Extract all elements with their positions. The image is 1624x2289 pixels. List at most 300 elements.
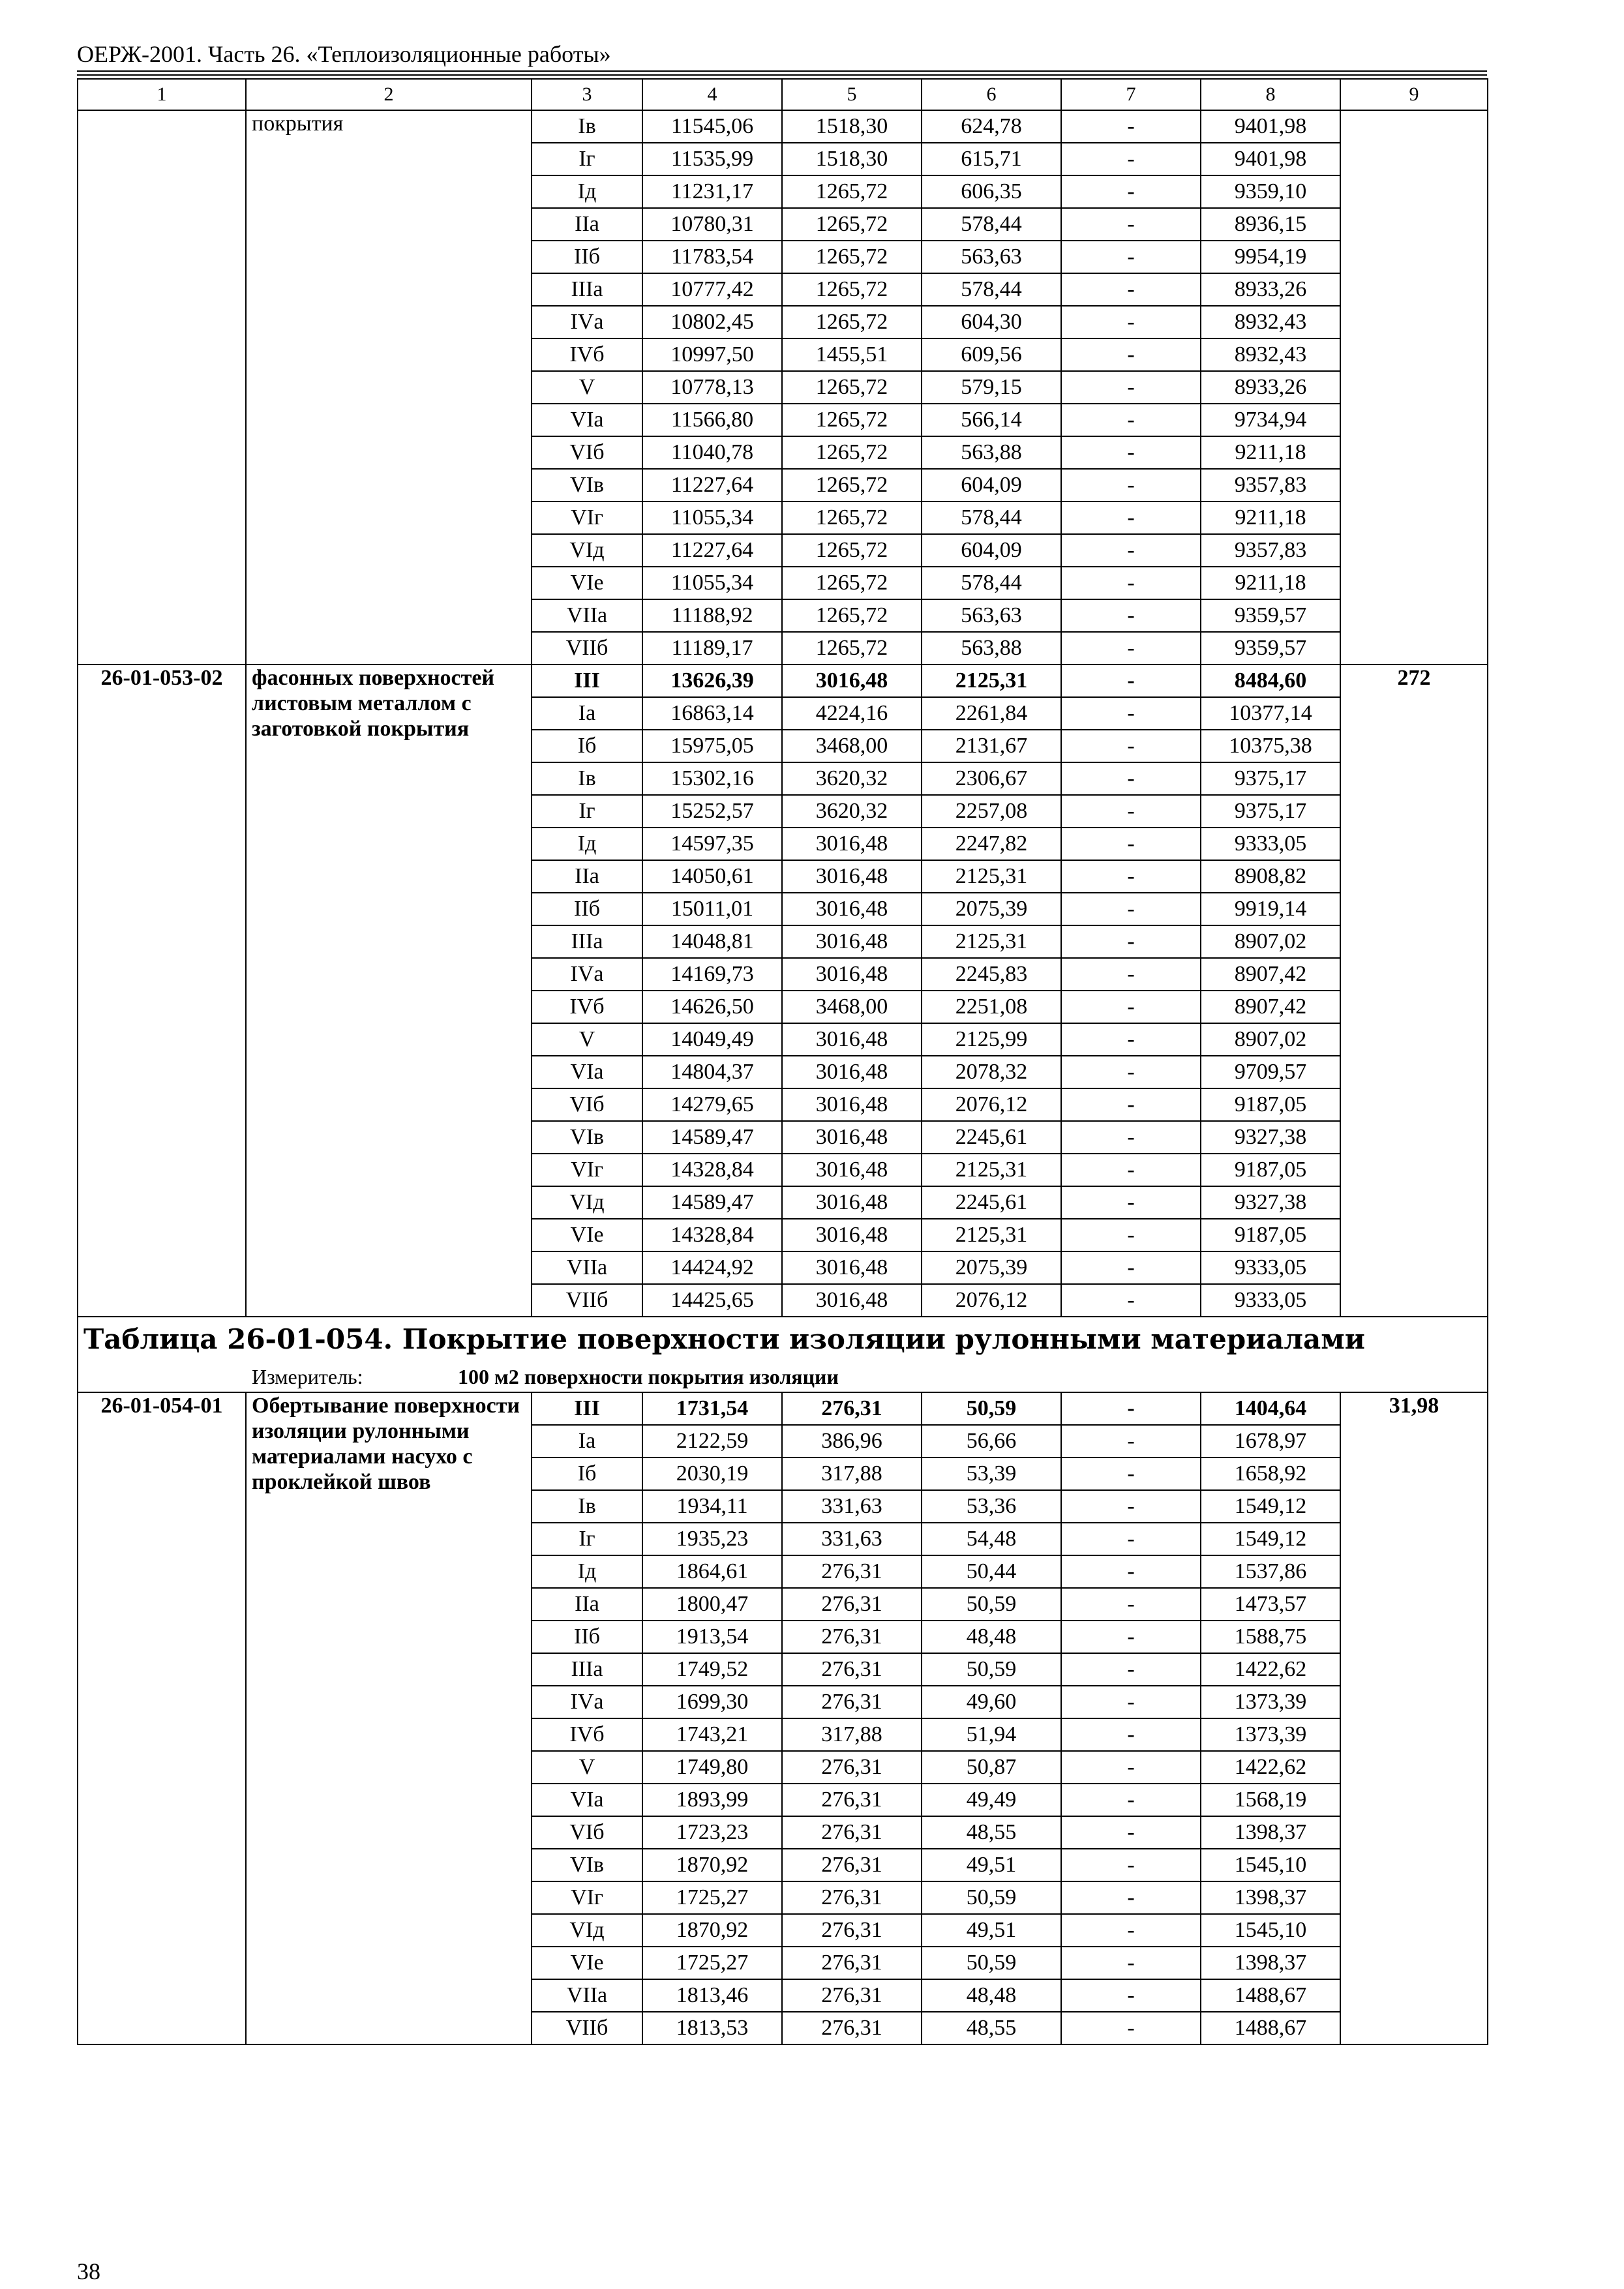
value-cell: 563,63	[922, 599, 1061, 632]
zone-code: IIIа	[532, 1653, 642, 1686]
value-cell: 50,59	[922, 1588, 1061, 1621]
value-cell: 8908,82	[1201, 860, 1340, 893]
column-number: 2	[246, 79, 532, 110]
value-cell: 2125,31	[922, 925, 1061, 958]
zone-code: Iг	[532, 1523, 642, 1555]
table-title-cell	[78, 1317, 1488, 1362]
value-cell: 1699,30	[642, 1686, 782, 1718]
value-cell: 1725,27	[642, 1947, 782, 1979]
value-cell: 276,31	[782, 1784, 922, 1816]
value-cell: 10780,31	[642, 208, 782, 241]
zone-code: IVб	[532, 991, 642, 1023]
zone-code: IIIа	[532, 925, 642, 958]
value-cell: 276,31	[782, 1816, 922, 1849]
value-cell: 1800,47	[642, 1588, 782, 1621]
zone-code: V	[532, 371, 642, 404]
zone-code: Iв	[532, 1490, 642, 1523]
value-cell: 604,09	[922, 534, 1061, 567]
value-cell: 14279,65	[642, 1088, 782, 1121]
value-cell: -	[1061, 273, 1201, 306]
value-cell: 1265,72	[782, 273, 922, 306]
zone-code: IIб	[532, 893, 642, 925]
value-cell: 276,31	[782, 1881, 922, 1914]
value-cell: 1265,72	[782, 306, 922, 338]
value-cell: 9375,17	[1201, 762, 1340, 795]
zone-code: IIа	[532, 1588, 642, 1621]
value-cell: -	[1061, 1686, 1201, 1718]
value-cell: 3016,48	[782, 828, 922, 860]
value-cell: 9709,57	[1201, 1056, 1340, 1088]
value-cell: 9734,94	[1201, 404, 1340, 436]
value-cell: -	[1061, 860, 1201, 893]
value-cell: 317,88	[782, 1458, 922, 1490]
zone-code: V	[532, 1023, 642, 1056]
value-cell: 53,36	[922, 1490, 1061, 1523]
value-cell: -	[1061, 469, 1201, 501]
value-cell: 3016,48	[782, 665, 922, 697]
value-cell: 386,96	[782, 1425, 922, 1458]
value-cell: -	[1061, 1718, 1201, 1751]
value-cell: 9401,98	[1201, 143, 1340, 175]
value-cell: 1265,72	[782, 469, 922, 501]
zone-code: VIг	[532, 1154, 642, 1186]
value-cell: 9327,38	[1201, 1121, 1340, 1154]
value-cell: 11783,54	[642, 241, 782, 273]
value-cell: 578,44	[922, 501, 1061, 534]
value-cell: 1265,72	[782, 534, 922, 567]
value-cell: -	[1061, 143, 1201, 175]
zone-code: VIд	[532, 534, 642, 567]
value-cell: -	[1061, 1284, 1201, 1317]
value-cell: -	[1061, 1251, 1201, 1284]
value-cell: 1422,62	[1201, 1653, 1340, 1686]
zone-code: VIг	[532, 1881, 642, 1914]
value-cell: 1893,99	[642, 1784, 782, 1816]
value-cell: 331,63	[782, 1523, 922, 1555]
value-cell: -	[1061, 925, 1201, 958]
value-cell: 9187,05	[1201, 1154, 1340, 1186]
page-header-title: ОЕРЖ-2001. Часть 26. «Теплоизоляционные работы»	[77, 41, 611, 67]
value-cell: 1935,23	[642, 1523, 782, 1555]
value-cell: 9211,18	[1201, 567, 1340, 599]
value-cell: 8933,26	[1201, 371, 1340, 404]
zone-code: IIб	[532, 241, 642, 273]
zone-code: IIа	[532, 208, 642, 241]
value-cell: 10375,38	[1201, 730, 1340, 762]
value-cell: 1265,72	[782, 175, 922, 208]
value-cell: 1813,53	[642, 2012, 782, 2044]
value-cell: -	[1061, 599, 1201, 632]
value-cell: 14049,49	[642, 1023, 782, 1056]
value-cell: 1731,54	[642, 1392, 782, 1425]
column-number: 9	[1340, 79, 1488, 110]
value-cell: -	[1061, 1751, 1201, 1784]
zone-code: Iв	[532, 762, 642, 795]
column-number: 8	[1201, 79, 1340, 110]
value-cell: 3468,00	[782, 991, 922, 1023]
value-cell: 10377,14	[1201, 697, 1340, 730]
value-cell: -	[1061, 1784, 1201, 1816]
value-cell: -	[1061, 893, 1201, 925]
value-cell: 276,31	[782, 1686, 922, 1718]
zone-code: VIа	[532, 1056, 642, 1088]
value-cell: -	[1061, 241, 1201, 273]
value-cell: 3016,48	[782, 1186, 922, 1219]
value-cell: 15252,57	[642, 795, 782, 828]
value-cell: 48,55	[922, 1816, 1061, 1849]
value-cell: 16863,14	[642, 697, 782, 730]
value-cell: -	[1061, 1219, 1201, 1251]
value-cell: 14328,84	[642, 1154, 782, 1186]
column-number: 5	[782, 79, 922, 110]
value-cell: 8907,42	[1201, 958, 1340, 991]
value-cell: 3016,48	[782, 1088, 922, 1121]
value-cell: 14804,37	[642, 1056, 782, 1088]
value-cell: 276,31	[782, 1979, 922, 2012]
value-cell: 1549,12	[1201, 1490, 1340, 1523]
value-cell: 1265,72	[782, 371, 922, 404]
zone-code: IIа	[532, 860, 642, 893]
value-cell: 331,63	[782, 1490, 922, 1523]
column-number: 7	[1061, 79, 1201, 110]
table-row	[78, 110, 1488, 143]
value-cell: 51,94	[922, 1718, 1061, 1751]
rate-code	[78, 110, 246, 665]
value-cell: 1749,52	[642, 1653, 782, 1686]
value-cell: 624,78	[922, 110, 1061, 143]
value-cell: 276,31	[782, 1555, 922, 1588]
value-cell: 2125,31	[922, 1219, 1061, 1251]
value-cell: -	[1061, 1881, 1201, 1914]
value-cell: 3468,00	[782, 730, 922, 762]
value-cell: -	[1061, 1490, 1201, 1523]
zone-code: Iг	[532, 795, 642, 828]
table-row	[78, 665, 1488, 697]
value-cell: 11055,34	[642, 567, 782, 599]
value-cell: 14626,50	[642, 991, 782, 1023]
value-cell: 3016,48	[782, 1121, 922, 1154]
value-cell: 56,66	[922, 1425, 1061, 1458]
value-cell: 9333,05	[1201, 1251, 1340, 1284]
value-cell: 2125,31	[922, 860, 1061, 893]
value-cell: 14589,47	[642, 1121, 782, 1154]
column-9-value: 31,98	[1340, 1392, 1488, 2044]
column-number: 1	[78, 79, 246, 110]
value-cell: 2125,31	[922, 1154, 1061, 1186]
zone-code: VIв	[532, 1849, 642, 1881]
value-cell: 1864,61	[642, 1555, 782, 1588]
value-cell: -	[1061, 1849, 1201, 1881]
zone-code: V	[532, 1751, 642, 1784]
value-cell: -	[1061, 1425, 1201, 1458]
value-cell: 8932,43	[1201, 306, 1340, 338]
value-cell: 8932,43	[1201, 338, 1340, 371]
value-cell: 9333,05	[1201, 1284, 1340, 1317]
value-cell: 1870,92	[642, 1849, 782, 1881]
value-cell: 615,71	[922, 143, 1061, 175]
value-cell: 3620,32	[782, 762, 922, 795]
value-cell: 11055,34	[642, 501, 782, 534]
value-cell: 2125,99	[922, 1023, 1061, 1056]
value-cell: 2125,31	[922, 665, 1061, 697]
value-cell: 3016,48	[782, 958, 922, 991]
zone-code: VIб	[532, 1816, 642, 1849]
value-cell: 276,31	[782, 1653, 922, 1686]
value-cell: 3016,48	[782, 1219, 922, 1251]
value-cell: 50,59	[922, 1392, 1061, 1425]
value-cell: 9954,19	[1201, 241, 1340, 273]
value-cell: 9211,18	[1201, 436, 1340, 469]
zone-code: VIб	[532, 436, 642, 469]
value-cell: 1265,72	[782, 567, 922, 599]
value-cell: 50,44	[922, 1555, 1061, 1588]
unit-line	[83, 1365, 1482, 1389]
value-cell: 9359,57	[1201, 632, 1340, 665]
zone-code: VIд	[532, 1914, 642, 1947]
value-cell: 3016,48	[782, 860, 922, 893]
value-cell: 2261,84	[922, 697, 1061, 730]
value-cell: 49,51	[922, 1849, 1061, 1881]
value-cell: 8907,02	[1201, 925, 1340, 958]
work-description: покрытия	[246, 110, 532, 665]
value-cell: 1398,37	[1201, 1816, 1340, 1849]
value-cell: -	[1061, 730, 1201, 762]
value-cell: 578,44	[922, 273, 1061, 306]
value-cell: 1373,39	[1201, 1686, 1340, 1718]
zone-code: VIе	[532, 1219, 642, 1251]
value-cell: 1473,57	[1201, 1588, 1340, 1621]
value-cell: 8484,60	[1201, 665, 1340, 697]
value-cell: 1265,72	[782, 501, 922, 534]
value-cell: 2251,08	[922, 991, 1061, 1023]
value-cell: 2075,39	[922, 1251, 1061, 1284]
value-cell: 276,31	[782, 1621, 922, 1653]
value-cell: 1265,72	[782, 208, 922, 241]
value-cell: 11566,80	[642, 404, 782, 436]
unit-value: 100 м2 поверхности покрытия изоляции	[458, 1365, 839, 1389]
value-cell: 9327,38	[1201, 1186, 1340, 1219]
value-cell: 50,59	[922, 1947, 1061, 1979]
value-cell: -	[1061, 371, 1201, 404]
value-cell: 14425,65	[642, 1284, 782, 1317]
value-cell: -	[1061, 1816, 1201, 1849]
value-cell: 2257,08	[922, 795, 1061, 828]
value-cell: 276,31	[782, 1914, 922, 1947]
zone-code: IIб	[532, 1621, 642, 1653]
value-cell: 11545,06	[642, 110, 782, 143]
value-cell: 1518,30	[782, 143, 922, 175]
zone-code: Iг	[532, 143, 642, 175]
value-cell: 276,31	[782, 2012, 922, 2044]
header-rule-top	[77, 70, 1487, 72]
zone-code: Iб	[532, 1458, 642, 1490]
value-cell: -	[1061, 567, 1201, 599]
value-cell: 1537,86	[1201, 1555, 1340, 1588]
column-number: 6	[922, 79, 1061, 110]
zone-code: III	[532, 1392, 642, 1425]
value-cell: -	[1061, 762, 1201, 795]
value-cell: 3620,32	[782, 795, 922, 828]
value-cell: 15302,16	[642, 762, 782, 795]
value-cell: 566,14	[922, 404, 1061, 436]
work-description: фасонных поверхностей листовым металлом с заготовкой покрытия	[246, 665, 532, 1317]
value-cell: 3016,48	[782, 1023, 922, 1056]
value-cell: 1723,23	[642, 1816, 782, 1849]
value-cell: 276,31	[782, 1588, 922, 1621]
value-cell: 317,88	[782, 1718, 922, 1751]
value-cell: 11227,64	[642, 469, 782, 501]
value-cell: 14589,47	[642, 1186, 782, 1219]
value-cell: 14048,81	[642, 925, 782, 958]
value-cell: 1678,97	[1201, 1425, 1340, 1458]
value-cell: 1545,10	[1201, 1914, 1340, 1947]
value-cell: 1422,62	[1201, 1751, 1340, 1784]
zone-code: VIIб	[532, 2012, 642, 2044]
zone-code: Iа	[532, 697, 642, 730]
value-cell: 276,31	[782, 1849, 922, 1881]
value-cell: 1265,72	[782, 241, 922, 273]
value-cell: 1265,72	[782, 404, 922, 436]
value-cell: 3016,48	[782, 1056, 922, 1088]
value-cell: 50,59	[922, 1881, 1061, 1914]
zone-code: IVб	[532, 338, 642, 371]
value-cell: 48,55	[922, 2012, 1061, 2044]
value-cell: -	[1061, 1523, 1201, 1555]
value-cell: 609,56	[922, 338, 1061, 371]
zone-code: VIд	[532, 1186, 642, 1219]
value-cell: 8907,42	[1201, 991, 1340, 1023]
unit-row	[78, 1362, 1488, 1392]
value-cell: -	[1061, 175, 1201, 208]
zone-code: VIIа	[532, 599, 642, 632]
value-cell: 2306,67	[922, 762, 1061, 795]
value-cell: 49,60	[922, 1686, 1061, 1718]
value-cell: 3016,48	[782, 1154, 922, 1186]
value-cell: -	[1061, 697, 1201, 730]
value-cell: 1518,30	[782, 110, 922, 143]
value-cell: -	[1061, 958, 1201, 991]
value-cell: -	[1061, 338, 1201, 371]
value-cell: 1265,72	[782, 632, 922, 665]
value-cell: 15975,05	[642, 730, 782, 762]
value-cell: 2247,82	[922, 828, 1061, 860]
value-cell: 1404,64	[1201, 1392, 1340, 1425]
page-number: 38	[77, 2258, 100, 2284]
value-cell: 9919,14	[1201, 893, 1340, 925]
value-cell: -	[1061, 306, 1201, 338]
zone-code: IVа	[532, 306, 642, 338]
value-cell: 3016,48	[782, 1251, 922, 1284]
value-cell: 4224,16	[782, 697, 922, 730]
value-cell: 1658,92	[1201, 1458, 1340, 1490]
value-cell: 3016,48	[782, 925, 922, 958]
value-cell: 578,44	[922, 208, 1061, 241]
value-cell: 1373,39	[1201, 1718, 1340, 1751]
value-cell: 1588,75	[1201, 1621, 1340, 1653]
value-cell: -	[1061, 1056, 1201, 1088]
value-cell: 3016,48	[782, 893, 922, 925]
value-cell: 11231,17	[642, 175, 782, 208]
value-cell: 8933,26	[1201, 273, 1340, 306]
value-cell: -	[1061, 534, 1201, 567]
value-cell: 9187,05	[1201, 1088, 1340, 1121]
value-cell: 1913,54	[642, 1621, 782, 1653]
value-cell: 14050,61	[642, 860, 782, 893]
value-cell: 11188,92	[642, 599, 782, 632]
value-cell: 9333,05	[1201, 828, 1340, 860]
value-cell: 1488,67	[1201, 2012, 1340, 2044]
zone-code: VIг	[532, 501, 642, 534]
value-cell: -	[1061, 1023, 1201, 1056]
zone-code: VIIб	[532, 1284, 642, 1317]
rate-code: 26-01-054-01	[78, 1392, 246, 2044]
value-cell: 2245,61	[922, 1186, 1061, 1219]
value-cell: 604,09	[922, 469, 1061, 501]
value-cell: 14597,35	[642, 828, 782, 860]
value-cell: -	[1061, 2012, 1201, 2044]
zone-code: VIIа	[532, 1251, 642, 1284]
value-cell: 49,51	[922, 1914, 1061, 1947]
value-cell: 54,48	[922, 1523, 1061, 1555]
zone-code: VIв	[532, 1121, 642, 1154]
value-cell: -	[1061, 1154, 1201, 1186]
zone-code: VIв	[532, 469, 642, 501]
value-cell: 50,87	[922, 1751, 1061, 1784]
value-cell: 1455,51	[782, 338, 922, 371]
value-cell: 11535,99	[642, 143, 782, 175]
zone-code: Iв	[532, 110, 642, 143]
value-cell: 10802,45	[642, 306, 782, 338]
value-cell: 10997,50	[642, 338, 782, 371]
value-cell: 1545,10	[1201, 1849, 1340, 1881]
value-cell: 1265,72	[782, 599, 922, 632]
value-cell: 563,88	[922, 632, 1061, 665]
value-cell: -	[1061, 404, 1201, 436]
value-cell: 10778,13	[642, 371, 782, 404]
value-cell: -	[1061, 110, 1201, 143]
unit-cell	[78, 1362, 1488, 1392]
value-cell: -	[1061, 632, 1201, 665]
value-cell: 1568,19	[1201, 1784, 1340, 1816]
work-description: Обертывание поверхности изоляции рулонными материалами насухо с проклейкой швов	[246, 1392, 532, 2044]
value-cell: 606,35	[922, 175, 1061, 208]
zone-code: Iб	[532, 730, 642, 762]
value-cell: 1934,11	[642, 1490, 782, 1523]
value-cell: 8907,02	[1201, 1023, 1340, 1056]
zone-code: VIе	[532, 567, 642, 599]
value-cell: -	[1061, 1392, 1201, 1425]
column-9-value	[1340, 110, 1488, 665]
value-cell: 48,48	[922, 1621, 1061, 1653]
value-cell: -	[1061, 1458, 1201, 1490]
value-cell: -	[1061, 1588, 1201, 1621]
value-cell: 14169,73	[642, 958, 782, 991]
zone-code: Iа	[532, 1425, 642, 1458]
value-cell: 1813,46	[642, 1979, 782, 2012]
value-cell: -	[1061, 501, 1201, 534]
zone-code: IVа	[532, 1686, 642, 1718]
value-cell: -	[1061, 795, 1201, 828]
value-cell: 9401,98	[1201, 110, 1340, 143]
value-cell: -	[1061, 1121, 1201, 1154]
value-cell: -	[1061, 1947, 1201, 1979]
value-cell: 11189,17	[642, 632, 782, 665]
value-cell: 9375,17	[1201, 795, 1340, 828]
value-cell: 9359,57	[1201, 599, 1340, 632]
value-cell: 1549,12	[1201, 1523, 1340, 1555]
zone-code: IVб	[532, 1718, 642, 1751]
value-cell: 50,59	[922, 1653, 1061, 1686]
